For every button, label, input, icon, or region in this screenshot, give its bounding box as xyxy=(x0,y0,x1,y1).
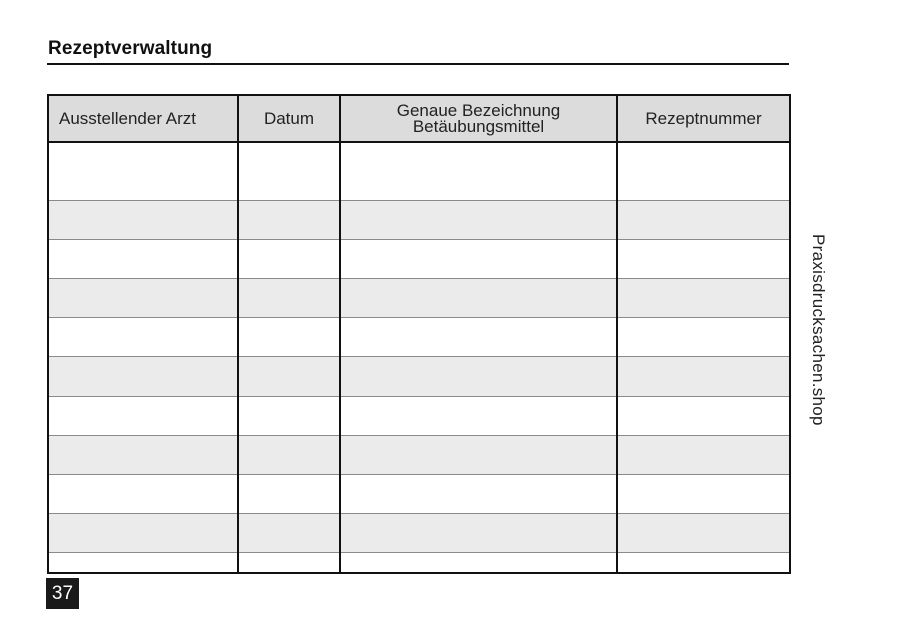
page-title: Rezeptverwaltung xyxy=(48,38,213,59)
cell-datum[interactable] xyxy=(238,513,340,552)
cell-bezeichnung[interactable] xyxy=(340,318,617,357)
cell-arzt[interactable] xyxy=(49,552,238,572)
table-row xyxy=(49,396,789,435)
table-row xyxy=(49,279,789,318)
table-body xyxy=(49,142,789,572)
cell-rezeptnummer[interactable] xyxy=(617,318,789,357)
cell-datum[interactable] xyxy=(238,357,340,396)
cell-bezeichnung[interactable] xyxy=(340,240,617,279)
table-row xyxy=(49,552,789,572)
column-header-arzt: Ausstellender Arzt xyxy=(49,96,238,142)
column-header-bezeichnung xyxy=(340,96,617,142)
table-row xyxy=(49,240,789,279)
table-row xyxy=(49,201,789,240)
table-row xyxy=(49,318,789,357)
cell-arzt[interactable] xyxy=(49,279,238,318)
column-header-rezeptnummer: Rezeptnummer xyxy=(617,96,789,142)
cell-arzt[interactable] xyxy=(49,201,238,240)
cell-rezeptnummer[interactable] xyxy=(617,435,789,474)
cell-bezeichnung[interactable] xyxy=(340,396,617,435)
cell-rezeptnummer[interactable] xyxy=(617,396,789,435)
prescription-table xyxy=(47,94,791,574)
cell-datum[interactable] xyxy=(238,396,340,435)
cell-datum[interactable] xyxy=(238,474,340,513)
cell-rezeptnummer[interactable] xyxy=(617,474,789,513)
column-header-datum: Datum xyxy=(238,96,340,142)
cell-bezeichnung[interactable] xyxy=(340,474,617,513)
cell-arzt[interactable] xyxy=(49,396,238,435)
side-brand-text: Praxisdrucksachen.shop xyxy=(809,234,828,426)
table-row xyxy=(49,474,789,513)
table-row xyxy=(49,357,789,396)
cell-bezeichnung[interactable] xyxy=(340,435,617,474)
cell-rezeptnummer[interactable] xyxy=(617,201,789,240)
cell-arzt[interactable] xyxy=(49,474,238,513)
title-divider xyxy=(47,63,789,65)
cell-arzt[interactable] xyxy=(49,240,238,279)
cell-arzt[interactable] xyxy=(49,142,238,201)
cell-datum[interactable] xyxy=(238,435,340,474)
table-row xyxy=(49,513,789,552)
cell-datum[interactable] xyxy=(238,201,340,240)
cell-bezeichnung[interactable] xyxy=(340,201,617,240)
page-number-badge: 37 xyxy=(46,578,79,609)
cell-arzt[interactable] xyxy=(49,357,238,396)
cell-bezeichnung[interactable] xyxy=(340,279,617,318)
cell-bezeichnung[interactable] xyxy=(340,357,617,396)
cell-datum[interactable] xyxy=(238,552,340,572)
column-header-bezeichnung-line2: Betäubungsmittel xyxy=(412,116,545,136)
column-header-bezeichnung-line1: Genaue Bezeichnung xyxy=(396,100,561,120)
cell-rezeptnummer[interactable] xyxy=(617,552,789,572)
table-row xyxy=(49,142,789,201)
prescription-log-table xyxy=(49,96,789,572)
cell-arzt[interactable] xyxy=(49,435,238,474)
cell-arzt[interactable] xyxy=(49,318,238,357)
cell-rezeptnummer[interactable] xyxy=(617,240,789,279)
cell-datum[interactable] xyxy=(238,318,340,357)
cell-rezeptnummer[interactable] xyxy=(617,142,789,201)
table-row xyxy=(49,435,789,474)
cell-rezeptnummer[interactable] xyxy=(617,279,789,318)
cell-bezeichnung[interactable] xyxy=(340,142,617,201)
cell-arzt[interactable] xyxy=(49,513,238,552)
cell-rezeptnummer[interactable] xyxy=(617,513,789,552)
cell-bezeichnung[interactable] xyxy=(340,513,617,552)
table-header-row xyxy=(49,96,789,142)
cell-datum[interactable] xyxy=(238,240,340,279)
cell-datum[interactable] xyxy=(238,279,340,318)
cell-datum[interactable] xyxy=(238,142,340,201)
cell-rezeptnummer[interactable] xyxy=(617,357,789,396)
cell-bezeichnung[interactable] xyxy=(340,552,617,572)
